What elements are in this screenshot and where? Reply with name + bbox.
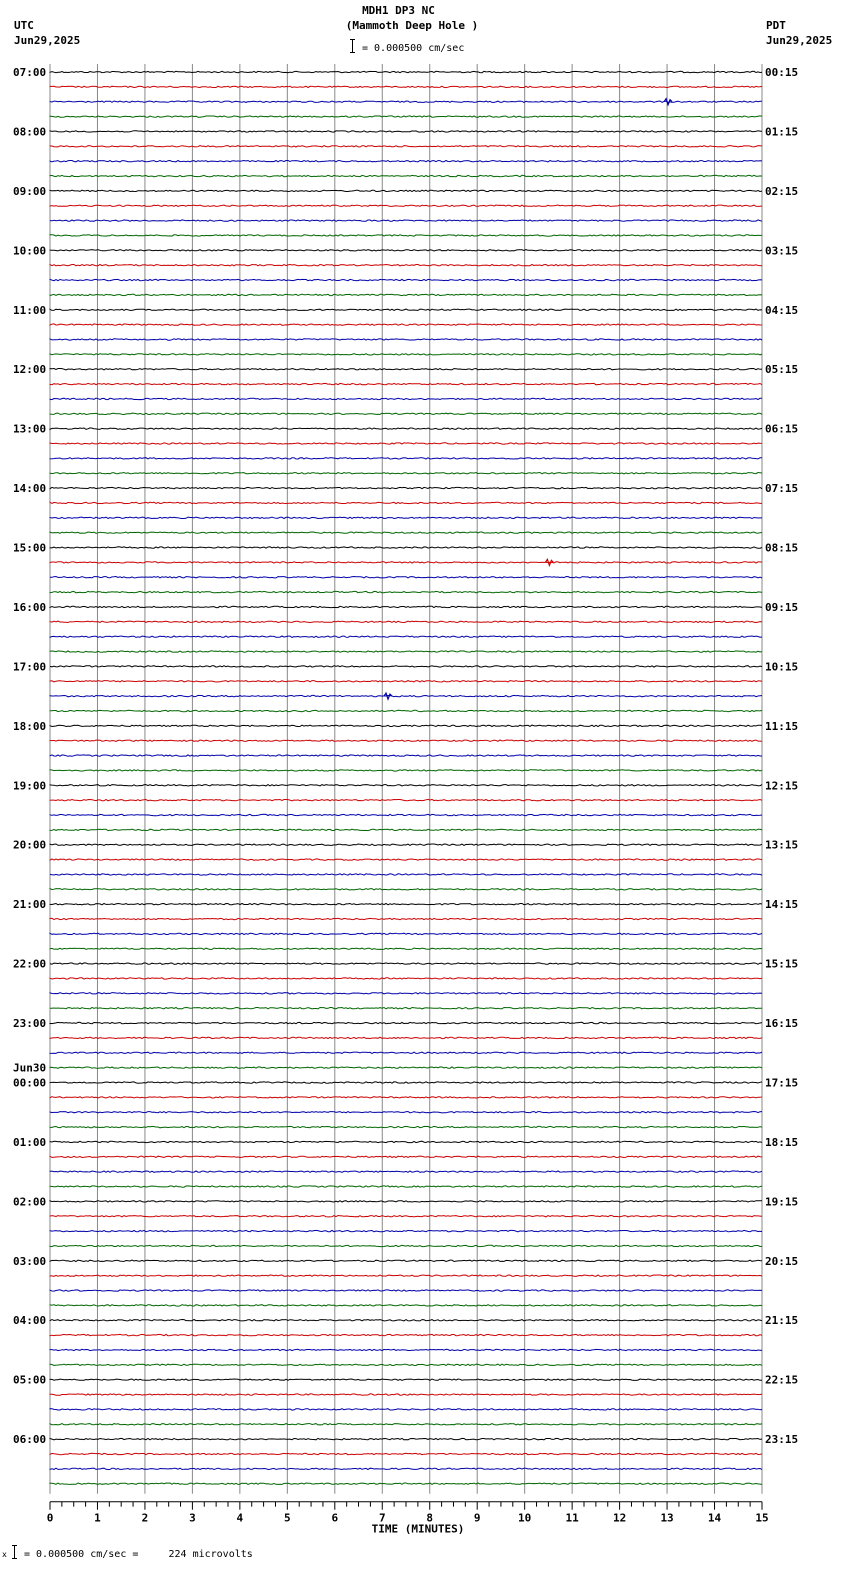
- trace-row: [50, 770, 762, 771]
- trace-row: [50, 1067, 762, 1068]
- trace-row: [50, 443, 762, 444]
- trace-row: [50, 933, 762, 934]
- pdt-time-label: 04:15: [765, 303, 799, 317]
- trace-row: [50, 71, 762, 72]
- trace-row: [50, 339, 762, 340]
- trace-row: [50, 799, 762, 800]
- trace-row: [50, 814, 762, 815]
- x-tick-label: 4: [236, 1511, 244, 1525]
- trace-row: [50, 354, 762, 355]
- x-axis-title: TIME (MINUTES): [371, 1522, 465, 1536]
- trace-row: [50, 1245, 762, 1246]
- utc-time-label: 09:00: [13, 184, 47, 198]
- trace-row: [50, 517, 762, 518]
- trace-row: [50, 1037, 762, 1038]
- trace-row: [50, 889, 762, 890]
- trace-row: [50, 1334, 762, 1335]
- utc-time-label: 11:00: [13, 303, 47, 317]
- utc-time-label: 06:00: [13, 1433, 47, 1447]
- scale-label: = 0.000500 cm/sec: [362, 43, 465, 54]
- trace-row: [50, 1424, 762, 1425]
- trace-row: [50, 101, 762, 102]
- trace-row: [50, 1126, 762, 1127]
- trace-row: [50, 161, 762, 162]
- trace-row: [50, 428, 762, 429]
- pdt-time-label: 21:15: [765, 1314, 799, 1328]
- utc-time-label: 16:00: [13, 600, 47, 614]
- utc-time-label: 14:00: [13, 482, 47, 496]
- trace-row: [50, 487, 762, 488]
- trace-row: [50, 755, 762, 756]
- trace-row: [50, 904, 762, 905]
- x-tick-label: 1: [94, 1511, 101, 1525]
- trace-row: [50, 695, 762, 696]
- pdt-time-label: 00:15: [765, 66, 799, 79]
- trace-row: [50, 190, 762, 191]
- trace-row: [50, 279, 762, 280]
- trace-row: [50, 829, 762, 830]
- x-tick-label: 0: [46, 1511, 54, 1525]
- trace-row: [50, 1305, 762, 1306]
- trace-row: [50, 1379, 762, 1380]
- x-tick-label: 2: [141, 1511, 149, 1525]
- utc-time-label: 15:00: [13, 541, 47, 555]
- trace-row: [50, 1082, 762, 1083]
- trace-row: [50, 398, 762, 399]
- pdt-time-label: 22:15: [765, 1373, 799, 1387]
- pdt-time-label: 08:15: [765, 541, 799, 555]
- utc-time-label: 17:00: [13, 660, 47, 674]
- pdt-time-label: 05:15: [765, 363, 799, 377]
- pdt-time-label: 14:15: [765, 898, 799, 912]
- utc-time-label: 10:00: [13, 244, 47, 258]
- trace-row: [50, 1230, 762, 1231]
- x-tick-label: 7: [378, 1511, 386, 1525]
- utc-time-label: 03:00: [13, 1254, 47, 1268]
- trace-row: [50, 458, 762, 459]
- trace-row: [50, 1156, 762, 1157]
- x-tick-label: 8: [426, 1511, 434, 1525]
- trace-row: [50, 220, 762, 221]
- trace-row: [50, 785, 762, 786]
- trace-row: [50, 725, 762, 726]
- trace-row: [50, 1171, 762, 1172]
- pdt-time-label: 12:15: [765, 779, 799, 793]
- trace-row: [50, 666, 762, 667]
- trace-row: [50, 1201, 762, 1202]
- trace-row: [50, 146, 762, 147]
- trace-row: [50, 235, 762, 236]
- trace-row: [50, 1468, 762, 1469]
- trace-row: [50, 562, 762, 563]
- trace-row: [50, 131, 762, 132]
- pdt-time-label: 06:15: [765, 422, 799, 436]
- trace-row: [50, 577, 762, 578]
- pdt-time-label: 20:15: [765, 1254, 799, 1268]
- station-title: MDH1 DP3 NC: [362, 4, 435, 17]
- footer-marker: x: [2, 1550, 7, 1559]
- trace-row: [50, 948, 762, 949]
- pdt-time-label: 01:15: [765, 125, 799, 139]
- trace-row: [50, 1290, 762, 1291]
- right-date: Jun29,2025: [766, 34, 833, 47]
- left-timezone: UTC: [14, 19, 34, 32]
- utc-time-label: 08:00: [13, 125, 47, 139]
- right-timezone: PDT: [766, 19, 786, 32]
- trace-row: [50, 1438, 762, 1439]
- utc-time-label: 20:00: [13, 838, 47, 852]
- trace-row: [50, 963, 762, 964]
- utc-date-label: Jun30: [13, 1061, 47, 1075]
- trace-row: [50, 918, 762, 919]
- x-tick-label: 14: [707, 1511, 722, 1525]
- trace-row: [50, 1216, 762, 1217]
- trace-row: [50, 250, 762, 251]
- trace-row: [50, 1141, 762, 1142]
- trace-row: [50, 591, 762, 592]
- trace-row: [50, 324, 762, 325]
- trace-row: [50, 1394, 762, 1395]
- trace-row: [50, 532, 762, 533]
- utc-time-label: 13:00: [13, 422, 47, 436]
- trace-row: [50, 606, 762, 607]
- trace-row: [50, 740, 762, 741]
- utc-time-label: 22:00: [13, 957, 47, 971]
- utc-time-label: 05:00: [13, 1373, 47, 1387]
- pdt-time-label: 11:15: [765, 719, 799, 733]
- utc-time-label: 23:00: [13, 1017, 47, 1031]
- trace-row: [50, 116, 762, 117]
- trace-row: [50, 710, 762, 711]
- trace-row: [50, 265, 762, 266]
- pdt-time-label: 23:15: [765, 1433, 799, 1447]
- trace-row: [50, 844, 762, 845]
- trace-row: [50, 636, 762, 637]
- x-tick-label: 10: [518, 1511, 532, 1525]
- footer-scale-bar-icon: [14, 1545, 15, 1559]
- x-tick-label: 15: [755, 1511, 769, 1525]
- pdt-time-label: 03:15: [765, 244, 799, 258]
- utc-time-label: 02:00: [13, 1195, 47, 1209]
- utc-time-label: 01:00: [13, 1135, 47, 1149]
- pdt-time-label: 18:15: [765, 1135, 799, 1149]
- trace-row: [50, 86, 762, 87]
- trace-row: [50, 1409, 762, 1410]
- utc-time-label: 04:00: [13, 1314, 47, 1328]
- trace-row: [50, 978, 762, 979]
- footer-scale-label: = 0.000500 cm/sec = 224 microvolts: [24, 1549, 253, 1560]
- trace-row: [50, 1186, 762, 1187]
- trace-row: [50, 1260, 762, 1261]
- utc-time-label: 12:00: [13, 363, 47, 377]
- pdt-time-label: 19:15: [765, 1195, 799, 1209]
- trace-row: [50, 1097, 762, 1098]
- trace-row: [50, 621, 762, 622]
- utc-time-label: 19:00: [13, 779, 47, 793]
- pdt-time-label: 17:15: [765, 1076, 799, 1090]
- x-tick-label: 6: [331, 1511, 339, 1525]
- pdt-time-label: 10:15: [765, 660, 799, 674]
- trace-row: [50, 547, 762, 548]
- trace-row: [50, 175, 762, 176]
- trace-row: [50, 1349, 762, 1350]
- pdt-time-label: 15:15: [765, 957, 799, 971]
- trace-row: [50, 874, 762, 875]
- trace-row: [50, 1022, 762, 1023]
- trace-row: [50, 502, 762, 503]
- trace-row: [50, 859, 762, 860]
- utc-time-label: 18:00: [13, 719, 47, 733]
- x-tick-label: 12: [612, 1511, 627, 1525]
- trace-row: [50, 473, 762, 474]
- trace-row: [50, 413, 762, 414]
- x-tick-label: 5: [284, 1511, 291, 1525]
- utc-time-label: 21:00: [13, 898, 47, 912]
- trace-row: [50, 1275, 762, 1276]
- trace-row: [50, 294, 762, 295]
- pdt-time-label: 13:15: [765, 838, 799, 852]
- x-tick-label: 13: [660, 1511, 674, 1525]
- pdt-time-label: 09:15: [765, 600, 799, 614]
- trace-row: [50, 1453, 762, 1454]
- pdt-time-label: 02:15: [765, 184, 799, 198]
- x-tick-label: 3: [189, 1511, 196, 1525]
- trace-row: [50, 993, 762, 994]
- utc-time-label: 07:00: [13, 66, 47, 79]
- trace-row: [50, 1008, 762, 1009]
- trace-row: [50, 681, 762, 682]
- trace-row: [50, 309, 762, 310]
- trace-row: [50, 1112, 762, 1113]
- trace-row: [50, 383, 762, 384]
- trace-row: [50, 1320, 762, 1321]
- left-date: Jun29,2025: [14, 34, 81, 47]
- x-tick-label: 9: [473, 1511, 481, 1525]
- trace-row: [50, 205, 762, 206]
- trace-row: [50, 651, 762, 652]
- pdt-time-label: 16:15: [765, 1017, 799, 1031]
- trace-row: [50, 1483, 762, 1484]
- pdt-time-label: 07:15: [765, 482, 799, 496]
- trace-row: [50, 369, 762, 370]
- station-location: (Mammoth Deep Hole ): [345, 19, 479, 32]
- utc-time-label: 00:00: [13, 1076, 47, 1090]
- x-tick-label: 11: [565, 1511, 579, 1525]
- trace-row: [50, 1052, 762, 1053]
- trace-row: [50, 1364, 762, 1365]
